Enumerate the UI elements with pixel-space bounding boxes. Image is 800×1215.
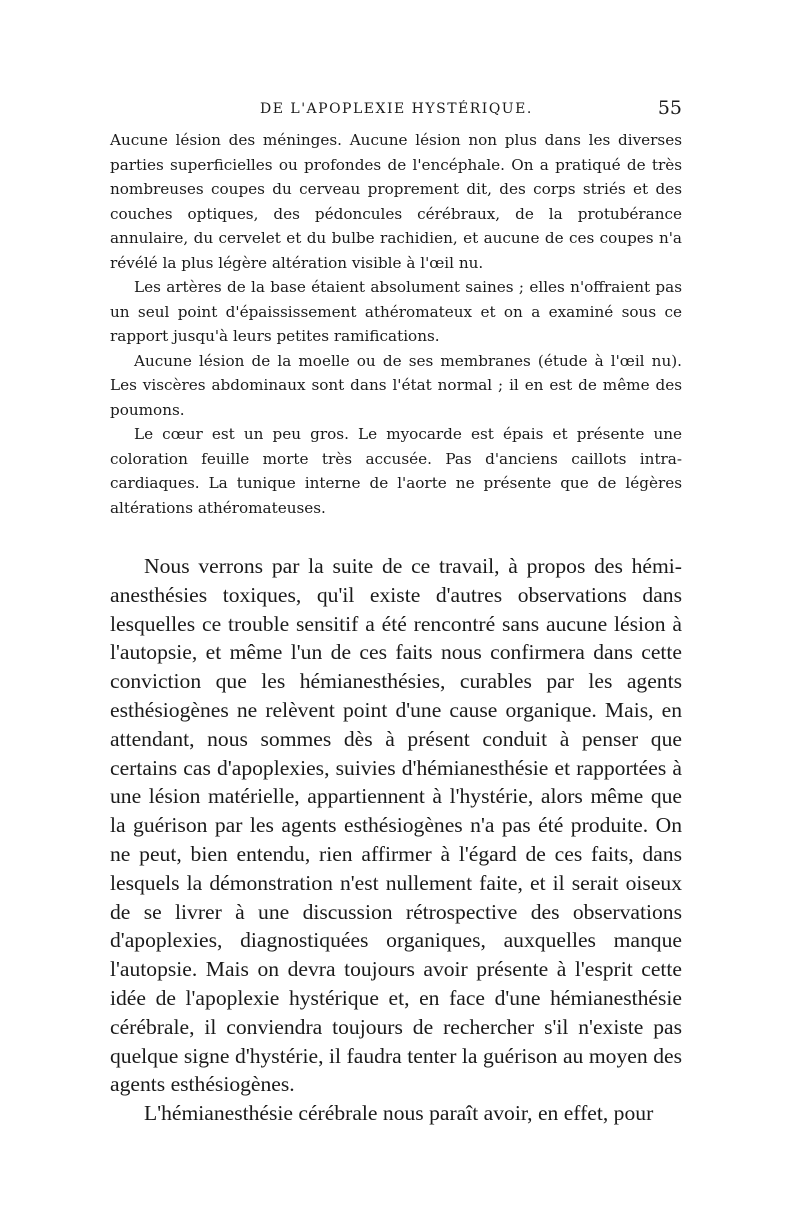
paragraph-continuation: L'hémianesthésie cérébrale nous paraît avoir, en effet, pour [144, 1101, 654, 1126]
running-title: DE L'APOPLEXIE HYSTÉRIQUE. [260, 101, 533, 117]
paragraph-meninges: Aucune lésion des méninges. Aucune lésion non plus dans les diverses parties superficielles ou profondes de l'encéphale. On a pratiqué de très nombreuses coupes du cerveau proprement dit, des corps striés et des couches optiques, des pédoncules cérébraux, de la protubérance annulaire, du cervelet et du bulbe rachidien, et aucune de ces coupes n'a révélé la plus légère altération visible à l'œil nu. [110, 131, 682, 272]
discussion-text [110, 552, 682, 1128]
autopsy-report [110, 128, 682, 520]
paragraph-arteries: Les artères de la base étaient absolument saines ; elles n'offraient pas un seul point d'épaississement athéromateux et on a examiné sous ce rapport jusqu'à leurs petites ramifications. [110, 278, 682, 345]
running-head [110, 97, 682, 121]
page-number: 55 [657, 97, 682, 119]
paragraph-spinal-cord: Aucune lésion de la moelle ou de ses membranes (étude à l'œil nu). Les viscères abdominaux sont dans l'état normal ; il en est de même des poumons. [110, 351, 682, 419]
paragraph-discussion: Nous verrons par la suite de ce travail, à propos des hémi-anesthésies toxiques, qu'il existe d'autres observations dans lesquelles ce trouble sensitif a été rencontré sans aucune lésion à l'autopsie, et même l'un de ces faits nous confirmera dans cette conviction que les hémianesthésies, curables par les agents esthésiogènes ne relèvent point d'une cause organique. Mais, en attendant, nous sommes dès à présent conduit à penser que certains cas d'apoplexies, suivies d'hémianesthésie et rapportées à une lésion matérielle, appartiennent à l'hystérie, alors même que la guérison par les agents esthésiogènes n'a pas été produite. On ne peut, bien entendu, rien affirmer à l'égard de ces faits, dans lesquels la démonstration n'est nullement faite, et il serait oiseux de se livrer à une discussion rétrospective des observations d'apoplexies, diagnostiquées organiques, auxquelles manque l'autopsie. Mais on devra toujours avoir présente à l'esprit cette idée de l'apoplexie hystérique et, en face d'une hémianesthésie cérébrale, il conviendra toujours de rechercher s'il n'existe pas quelque signe d'hystérie, il faudra tenter la guérison au moyen des agents esthésiogènes. [110, 554, 682, 1097]
paragraph-heart: Le cœur est un peu gros. Le myocarde est épais et présente une coloration feuille morte très accusée. Pas d'anciens caillots intra-cardiaques. La tunique interne de l'aorte ne présente que de légères altérations athéromateuses. [110, 425, 682, 517]
